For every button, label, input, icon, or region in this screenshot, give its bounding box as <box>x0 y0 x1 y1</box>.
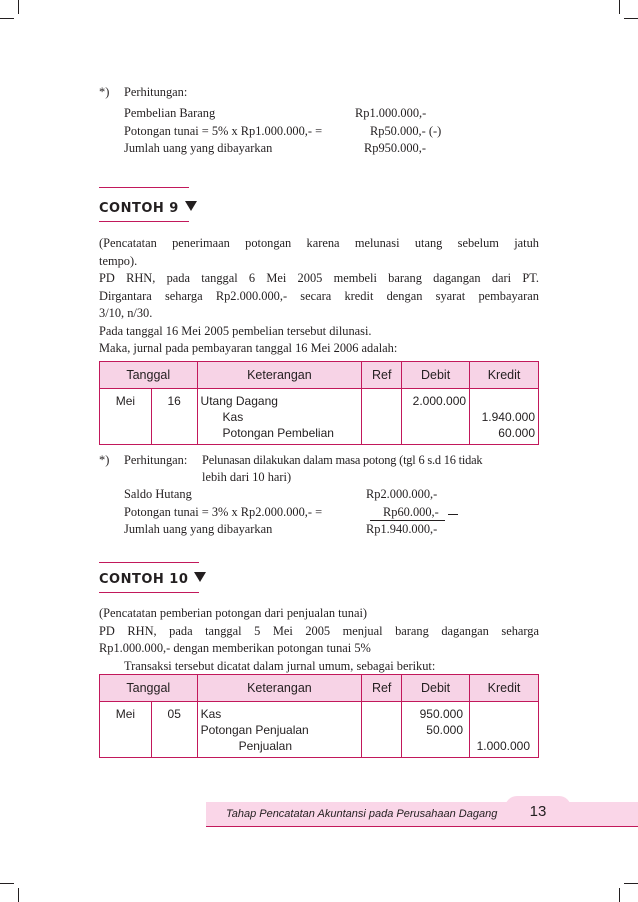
calc1-value: Rp50.000,- (-) <box>370 123 442 138</box>
column-header-kredit: Kredit <box>470 362 539 389</box>
paragraph-line: 3/10, n/30. <box>99 306 153 320</box>
column-header-tanggal: Tanggal <box>100 675 198 702</box>
table-header-row <box>100 675 539 702</box>
journal-table-10 <box>99 674 539 758</box>
calc2-title-rest2: lebih dari 10 hari) <box>202 470 292 484</box>
debit-value <box>405 409 466 425</box>
heading-rule <box>99 187 189 188</box>
triangle-down-icon <box>194 572 206 582</box>
cell-month: Mei <box>100 389 152 445</box>
paragraph-line: tempo). <box>99 253 138 268</box>
crop-mark <box>0 883 14 884</box>
debit-value: 950.000 <box>419 707 463 721</box>
cell-ref <box>362 389 402 445</box>
footer-title: Tahap Pencatatan Akuntansi pada Perusahaan Dagang <box>226 808 498 820</box>
calc2-label: Potongan tunai = 3% x Rp2.000.000,- = <box>124 504 323 519</box>
calc1-value: Rp1.000.000,- <box>355 106 427 120</box>
kredit-value: 1.940.000 <box>481 410 535 424</box>
cell-day: 05 <box>151 702 197 758</box>
column-header-keterangan: Keterangan <box>197 675 362 702</box>
column-header-keterangan: Keterangan <box>197 362 362 389</box>
crop-mark <box>624 18 638 19</box>
account-name: Potongan Penjualan <box>200 723 309 737</box>
calc1-row <box>124 105 454 158</box>
cell-ref <box>362 702 402 758</box>
kredit-value: 60.000 <box>498 426 535 440</box>
paragraph-line: (Pencatatan pemberian potongan dari penjualan tunai) <box>99 606 368 620</box>
debit-value <box>405 425 466 441</box>
calc1-label: Potongan tunai = 5% x Rp1.000.000,- = <box>124 123 323 138</box>
kredit-value <box>473 393 535 409</box>
cell-keterangan <box>197 702 362 758</box>
account-name: Potongan Pembelian <box>222 426 334 440</box>
contoh9-heading-text: CONTOH 9 <box>99 201 179 216</box>
account-name: Penjualan <box>238 739 293 753</box>
account-name: Kas <box>200 707 222 721</box>
kredit-value <box>473 706 530 722</box>
footer-line <box>206 826 638 827</box>
calc2-label: Saldo Hutang <box>124 487 192 501</box>
calc2-rows <box>124 486 464 539</box>
calc2-title: Perhitungan: <box>124 453 188 467</box>
column-header-ref: Ref <box>362 362 402 389</box>
cell-debit <box>402 389 470 445</box>
account-name: Utang Dagang <box>200 394 278 408</box>
column-header-debit: Debit <box>402 362 470 389</box>
table-header-row <box>100 362 539 389</box>
debit-value: 50.000 <box>426 723 463 737</box>
page-number: 13 <box>529 803 547 820</box>
calc2-title-rest: Pelunasan dilakukan dalam masa potong (tgl 6 s.d 16 tidak <box>202 453 483 467</box>
calc2-value: Rp60.000,- <box>383 504 439 519</box>
minus-sign <box>448 514 458 515</box>
contoh10-heading-text: CONTOH 10 <box>99 572 189 587</box>
calc1-label: Pembelian Barang <box>124 106 216 120</box>
debit-value <box>405 738 463 754</box>
kredit-value: 1.000.000 <box>476 739 530 753</box>
calc2-value: Rp1.940.000,- <box>366 522 438 536</box>
calc2-marker: *) <box>99 453 110 467</box>
column-header-ref: Ref <box>362 675 402 702</box>
column-header-tanggal: Tanggal <box>100 362 198 389</box>
cell-kredit <box>470 389 539 445</box>
crop-mark <box>18 0 19 14</box>
paragraph-line: Dirgantara seharga Rp2.000.000,- secara kredit dengan syarat pembayaran <box>99 288 539 303</box>
table-row <box>100 389 539 445</box>
crop-mark <box>18 888 19 902</box>
table-row <box>100 702 539 758</box>
contoh10-heading <box>99 572 206 587</box>
debit-value: 2.000.000 <box>412 394 467 408</box>
paragraph-line: PD RHN, pada tanggal 6 Mei 2005 membeli barang dagangan dari PT. <box>99 271 539 285</box>
contoh10-paragraph <box>99 605 539 675</box>
cell-day: 16 <box>151 389 197 445</box>
heading-rule <box>99 592 199 593</box>
calc2-label: Jumlah uang yang dibayarkan <box>124 522 273 536</box>
calc1-value: Rp950.000,- <box>364 141 426 155</box>
crop-mark <box>619 888 620 902</box>
paragraph-line: Maka, jurnal pada pembayaran tanggal 16 Mei 2006 adalah: <box>99 341 398 355</box>
cell-kredit <box>470 702 539 758</box>
cell-keterangan <box>197 389 362 445</box>
crop-mark <box>619 0 620 14</box>
account-name: Kas <box>222 410 244 424</box>
column-header-debit: Debit <box>402 675 470 702</box>
paragraph-line: (Pencatatan penerimaan potongan karena melunasi utang sebelum jatuh <box>99 236 539 250</box>
calc1-marker: *) <box>99 85 110 99</box>
heading-rule <box>99 221 189 222</box>
paragraph-line: Transaksi tersebut dicatat dalam jurnal umum, sebagai berikut: <box>124 658 436 673</box>
kredit-value <box>473 722 530 738</box>
journal-table-9 <box>99 361 539 445</box>
crop-mark <box>624 883 638 884</box>
contoh9-heading <box>99 201 197 216</box>
paragraph-line: Pada tanggal 16 Mei 2005 pembelian tersebut dilunasi. <box>99 323 372 338</box>
calc2-value: Rp2.000.000,- <box>366 487 438 501</box>
calc1-title: Perhitungan: <box>124 85 188 99</box>
cell-month: Mei <box>100 702 152 758</box>
heading-rule <box>99 562 199 563</box>
column-header-kredit: Kredit <box>470 675 539 702</box>
contoh9-paragraph <box>99 235 539 358</box>
paragraph-line: Rp1.000.000,- dengan memberikan potongan tunai 5% <box>99 641 371 655</box>
paragraph-line: PD RHN, pada tanggal 5 Mei 2005 menjual barang dagangan seharga <box>99 623 539 638</box>
triangle-down-icon <box>185 201 197 211</box>
calc1-label: Jumlah uang yang dibayarkan <box>124 141 273 155</box>
cell-debit <box>402 702 470 758</box>
crop-mark <box>0 18 14 19</box>
